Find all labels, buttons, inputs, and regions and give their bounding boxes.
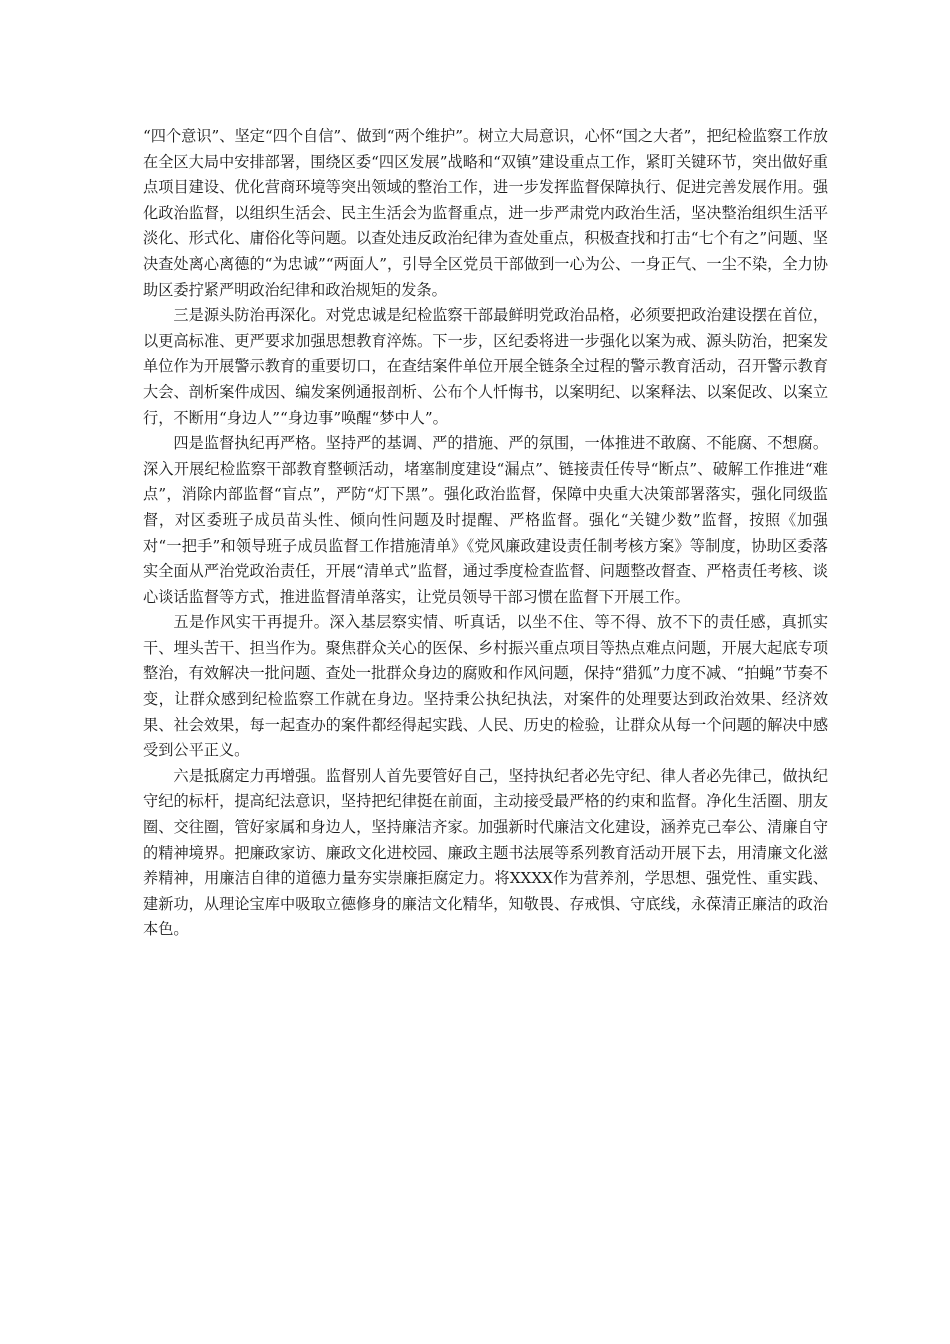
paragraph-anti-corruption: 六是抵腐定力再增强。监督别人首先要管好自己，坚持执纪者必先守纪、律人者必先律己，做执纪守纪的标杆，提高纪法意识，坚持把纪律挺在前面，主动接受最严格的约束和监督。净化生活圈、朋友圈、交往圈，管好家属和身边人，坚持廉洁齐家。加强新时代廉洁文化建设，涵养克己奉公、清廉自守的精神境界。把廉政家访、廉政文化进校园、廉政主题书法展等系列教育活动开展下去，用清廉文化滋养精神，用廉洁自律的道德力量夯实崇廉拒腐定力。将XXXX作为营养剂，学思想、强党性、重实践、建新功，从理论宝库中吸取立德修身的廉洁文化精华，知敬畏、存戒惧、守底线，永葆清正廉洁的政治本色。 [143, 766, 828, 939]
paragraph-continued: “四个意识”、坚定“四个自信”、做到“两个维护”。树立大局意识，心怀“国之大者”，把纪检监察工作放在全区大局中安排部署，围绕区委“四区发展”战略和“双镇”建设重点工作，紧盯关键环节，突出做好重点项目建设、优化营商环境等突出领域的整治工作，进一步发挥监督保障执行、促进完善发展作用。强化政治监督，以组织生活会、民主生活会为监督重点，进一步严肃党内政治生活，坚决整治组织生活平淡化、形式化、庸俗化等问题。以查处违反政治纪律为查处重点，积极查找和打击“七个有之”问题、坚决查处离心离德的“为忠诚”“两面人”，引导全区党员干部做到一心为公、一身正气、一尘不染，全力协助区委拧紧严明政治纪律和政治规矩的发条。 [143, 127, 828, 299]
paragraph-source-prevention: 三是源头防治再深化。对党忠诚是纪检监察干部最鲜明党政治品格，必须要把政治建设摆在首位，以更高标准、更严要求加强思想教育淬炼。下一步，区纪委将进一步强化以案为戒、源头防治，把案发单位作为开展警示教育的重要切口，在查结案件单位开展全链条全过程的警示教育活动，召开警示教育大会、剖析案件成因、编发案例通报剖析、公布个人忏悔书，以案明纪、以案释法、以案促改、以案立行，不断用“身边人”“身边事”唤醒“梦中人”。 [143, 306, 828, 427]
paragraph-supervision-discipline: 四是监督执纪再严格。坚持严的基调、严的措施、严的氛围，一体推进不敢腐、不能腐、不想腐。深入开展纪检监察干部教育整顿活动，堵塞制度建设“漏点”、链接责任传导“断点”、破解工作推进“难点”，消除内部监督“盲点”，严防“灯下黑”。强化政治监督，保障中央重大决策部署落实，强化同级监督，对区委班子成员苗头性、倾向性问题及时提醒、严格监督。强化“关键少数”监督，按照《加强对“一把手”和领导班子成员监督工作措施清单》《党风廉政建设责任制考核方案》等制度，协助区委落实全面从严治党政治责任，开展“清单式”监督，通过季度检查监督、问题整改督查、严格责任考核、谈心谈话监督等方式，推进监督清单落实，让党员领导干部习惯在监督下开展工作。 [143, 434, 828, 606]
paragraph-work-style: 五是作风实干再提升。深入基层察实情、听真话，以坐不住、等不得、放不下的责任感，真抓实干、埋头苦干、担当作为。聚焦群众关心的医保、乡村振兴重点项目等热点难点问题，开展大起底专项整治，有效解决一批问题、查处一批群众身边的腐败和作风问题，保持“猎狐”力度不减、“拍蝇”节奏不变，让群众感到纪检监察工作就在身边。坚持秉公执纪执法，对案件的处理要达到政治效果、经济效果、社会效果，每一起查办的案件都经得起实践、人民、历史的检验，让群众从每一个问题的解决中感受到公平正义。 [143, 613, 828, 760]
document-page [143, 124, 828, 943]
